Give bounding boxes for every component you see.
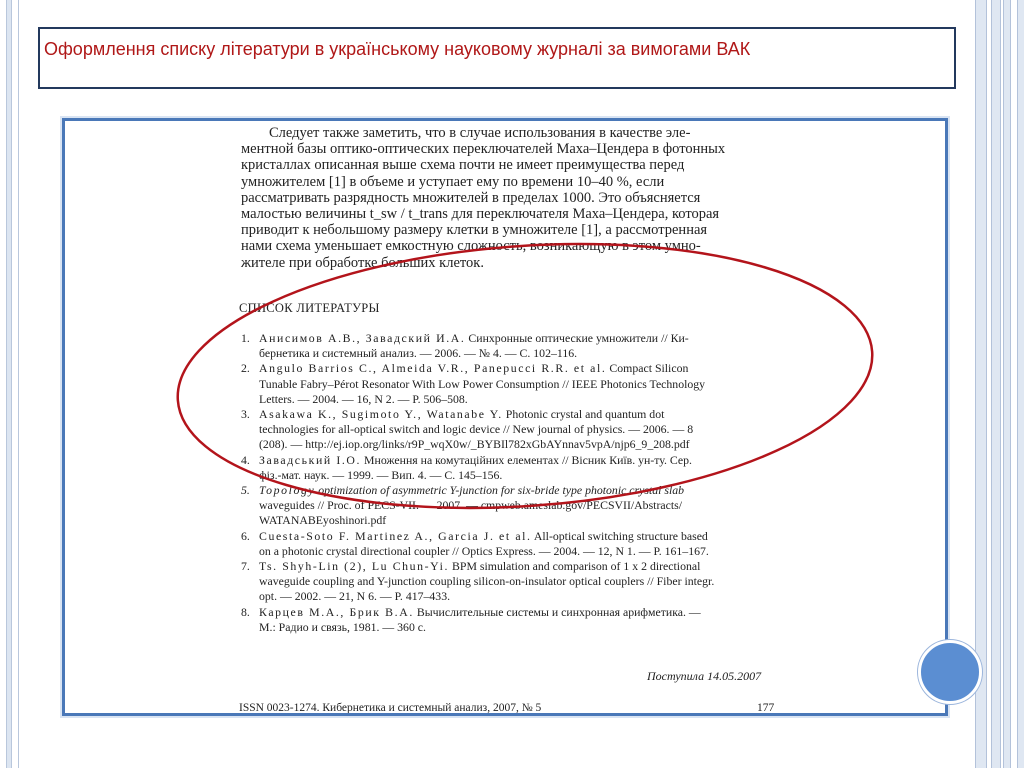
reference-text: бернетика и системный анализ. — 2006. — № 4. — С. 102–116. <box>259 346 578 361</box>
reference-item <box>241 483 786 529</box>
reference-number: 4. <box>241 452 250 467</box>
paragraph-line: умножителем [1] в объеме и уступает ему по времени 10–40 %, если <box>241 173 665 190</box>
reference-item <box>241 331 786 361</box>
frame-stripe <box>986 0 992 768</box>
slide-left-frame <box>0 0 19 768</box>
slide-title-box <box>38 27 956 89</box>
reference-text: Синхронные оптические умножители // Ки- <box>465 331 689 345</box>
reference-text: Compact Silicon <box>606 361 689 376</box>
references-list <box>241 331 786 635</box>
paragraph-line: ментной базы оптико-оптических переключателей Маха–Цендера в фотонных <box>241 141 726 158</box>
reference-number: 1. <box>241 331 250 345</box>
paragraph-line: Следует также заметить, что в случае использования в качестве эле- <box>269 125 691 141</box>
paragraph-line: жителе при обработке больших клеток. <box>241 254 484 271</box>
reference-text: (208). — http://ej.iop.org/links/r9P_wqX0w/_BYBIl782xGbAYnnav5vpA/njp6_9_208.pdf <box>259 437 690 452</box>
reference-number: 3. <box>241 407 250 422</box>
reference-authors: Asakawa K., Sugimoto Y., Watanabe Y. <box>259 407 503 422</box>
journal-footer: ISSN 0023-1274. Кибернетика и системный анализ, 2007, № 5 <box>239 702 542 714</box>
reference-text: Letters. — 2004. — 16, N 2. — P. 506–508. <box>259 391 468 406</box>
reference-text: technologies for all-optical switch and logic device // New journal of physics. — 2006. — 8 <box>259 422 694 437</box>
scanned-document <box>62 118 948 716</box>
reference-item <box>241 605 786 635</box>
reference-text: Вычислительные системы и синхронная арифметика. — <box>413 604 701 619</box>
reference-text: фіз.-мат. наук. — 1999. — Вип. 4. — С. 145–156. <box>259 467 503 482</box>
document-paragraph <box>241 125 781 271</box>
page-number: 177 <box>757 702 775 714</box>
reference-item <box>241 361 786 407</box>
reference-text: Множення на комутаційних елементах // Вісник Київ. ун-ту. Сер. <box>361 452 692 467</box>
reference-text: optimization of asymmetric Y-junction for six-bride type photonic crystal slab <box>315 483 685 498</box>
reference-text: waveguides // Proc. of PECS-VII. — 2007. — cmpweb.ameslab.gov/PECSVII/Abstracts/ <box>259 498 682 513</box>
reference-authors: Ts. Shyh-Lin (2), Lu Chun-Yi. <box>259 559 450 574</box>
reference-number: 7. <box>241 559 250 574</box>
reference-item <box>241 529 786 559</box>
frame-stripe <box>1000 0 1004 768</box>
reference-item <box>241 407 786 453</box>
reference-item <box>241 453 786 483</box>
reference-item <box>241 559 786 605</box>
reference-number: 5. <box>241 483 250 498</box>
reference-authors: Topology <box>259 483 316 498</box>
paragraph-line: рассматривать разрядность множителей в пределах 1000. Это объясняется <box>241 189 701 206</box>
paragraph-line: приводит к небольшому размеру клетки в умножителе [1], а рассмотренная <box>241 222 708 239</box>
paragraph-line: малостью величины t_sw / t_trans для переключателя Маха–Цендера, которая <box>241 206 720 223</box>
reference-text: BPM simulation and comparison of 1 x 2 directional <box>449 559 701 574</box>
slide-title: Оформлення списку літератури в українському науковому журналі за вимогами ВАК <box>44 39 751 59</box>
reference-number: 8. <box>241 604 250 619</box>
received-date: Поступила 14.05.2007 <box>647 669 762 683</box>
reference-authors: Анисимов А.В., Завадский И.А. <box>259 331 466 345</box>
paragraph-line: нами схема уменьшает емкостную сложность, возникающую в этом умно- <box>241 238 701 255</box>
paragraph-line: кристаллах описанная выше схема почти не имеет преимущества перед <box>241 157 685 174</box>
reference-number: 2. <box>241 361 250 376</box>
decorative-circle <box>918 640 982 704</box>
references-heading: СПИСОК ЛИТЕРАТУРЫ <box>239 301 380 315</box>
slide-right-frame <box>975 0 1024 768</box>
reference-authors: Cuesta-Soto F. Martinez A., Garcia J. et al. <box>259 528 532 543</box>
reference-authors: Angulo Barrios C., Almeida V.R., Panepucci R.R. et al. <box>259 361 607 376</box>
reference-text: waveguide coupling and Y-junction coupling silicon-on-insulator optical couplers // Fiber integr. <box>259 574 715 589</box>
reference-text: on a photonic crystal directional coupler // Optics Express. — 2004. — 12, N 1. — P. 161–167. <box>259 543 709 558</box>
reference-authors: Завадський І.О. <box>259 452 362 467</box>
reference-text: Photonic crystal and quantum dot <box>502 407 665 422</box>
reference-text: opt. — 2002. — 21, N 6. — P. 417–433. <box>259 589 451 604</box>
reference-number: 6. <box>241 528 250 543</box>
reference-text: М.: Радио и связь, 1981. — 360 с. <box>259 619 426 634</box>
frame-stripe <box>1010 0 1018 768</box>
reference-text: All-optical switching structure based <box>531 528 708 543</box>
reference-text: Tunable Fabry–Pérot Resonator With Low Power Consumption // IEEE Photonics Technology <box>259 376 706 391</box>
reference-text: WATANABEyoshinori.pdf <box>259 513 387 528</box>
reference-authors: Карцев М.А., Брик В.А. <box>259 604 414 619</box>
